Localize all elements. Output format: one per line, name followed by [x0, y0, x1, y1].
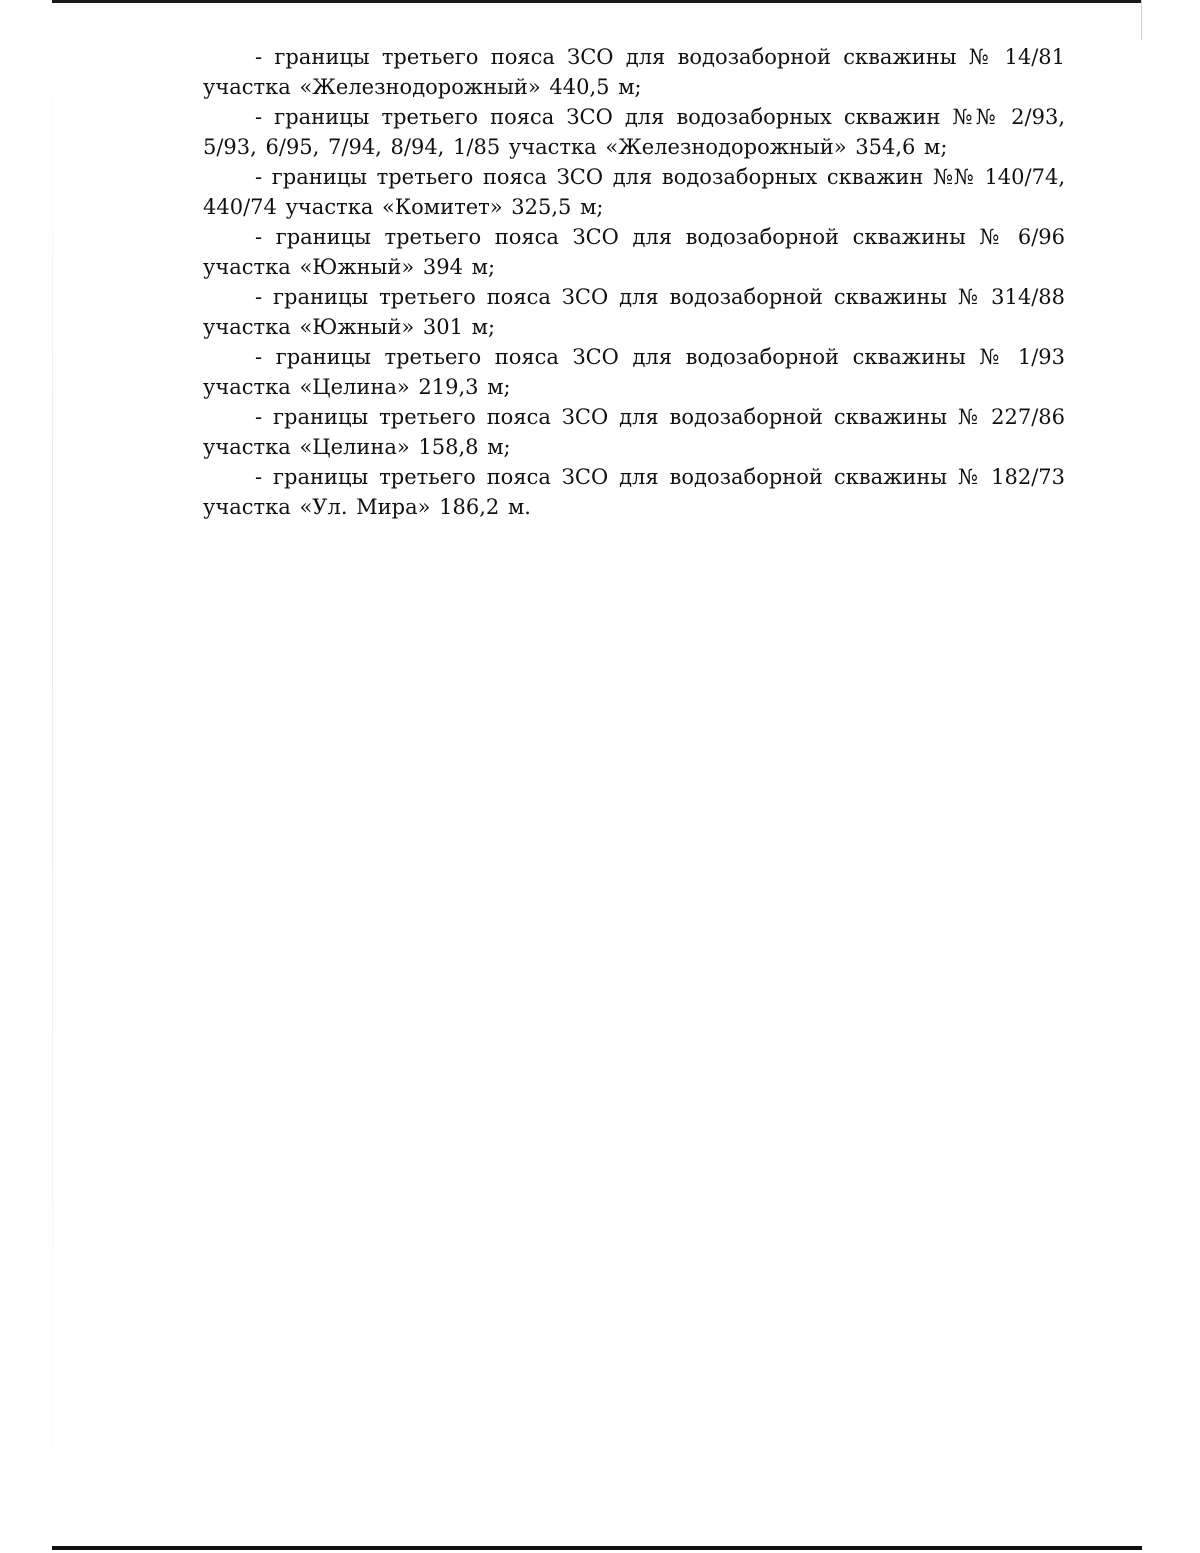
scan-top-edge — [52, 0, 1142, 3]
scan-left-edge — [52, 40, 53, 1540]
zone-boundary-item: - границы третьего пояса ЗСО для водозаборной скважины № 14/81 участка «Железнодорожный» 440,5 м; — [203, 45, 1065, 99]
document-body — [203, 42, 1065, 522]
zone-boundary-item: - границы третьего пояса ЗСО для водозаборной скважины № 1/93 участка «Целина» 219,3 м; — [203, 345, 1065, 399]
zone-boundary-item: - границы третьего пояса ЗСО для водозаборных скважин №№ 2/93, 5/93, 6/95, 7/94, 8/94, 1/85 участка «Железнодорожный» 354,6 м; — [203, 105, 1065, 159]
zone-boundary-item: - границы третьего пояса ЗСО для водозаборных скважин №№ 140/74, 440/74 участка «Комитет» 325,5 м; — [203, 165, 1065, 219]
scan-bottom-edge — [52, 1546, 1142, 1550]
zone-boundary-item: - границы третьего пояса ЗСО для водозаборной скважины № 6/96 участка «Южный» 394 м; — [203, 225, 1065, 279]
zone-boundary-item: - границы третьего пояса ЗСО для водозаборной скважины № 227/86 участка «Целина» 158,8 м; — [203, 405, 1065, 459]
zone-boundary-item: - границы третьего пояса ЗСО для водозаборной скважины № 314/88 участка «Южный» 301 м; — [203, 285, 1065, 339]
scan-right-edge — [1141, 0, 1142, 40]
zone-boundary-item: - границы третьего пояса ЗСО для водозаборной скважины № 182/73 участка «Ул. Мира» 186,2 м. — [203, 465, 1065, 519]
